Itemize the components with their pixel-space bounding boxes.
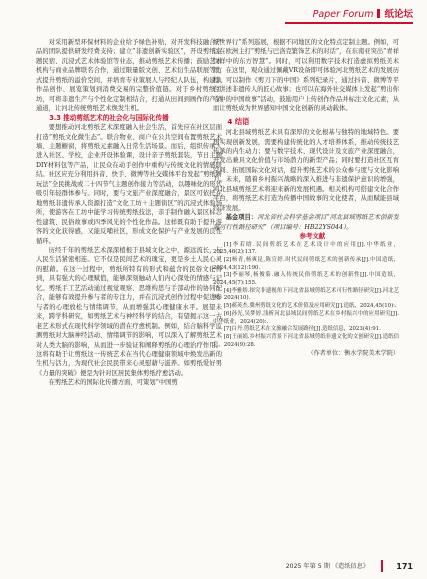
- fund-label: 基金项目：: [225, 214, 258, 222]
- header-rule: [285, 22, 413, 24]
- reference-item: [3]李丽琴,杨俊菊.融入传统民俗剪纸艺术的创新性[J].中国造纸，2024,45(7):155.: [213, 272, 399, 287]
- footer-separator: [381, 560, 383, 572]
- paragraph: 河北县域剪纸艺术具有深厚的文化根基与独特的地域特色。要想实现创新发展，需要构建传统化的人才培养体系，推动传统技艺传承的内生动力；要与数字技术、现代设计及文旅产业深度融合，开发出兼具文化价值与市场潜力的新型产品；同时要打造社区互育空间、拓展国际文化对话，提升剪纸艺术的公众参与度与文化影响力。未来，随着乡村振兴战略的深入推进与非遗保护意识的增强，河北县域剪纸艺术将迎来新的发展机遇。相关机构可搭建文化合作平台，将剪纸艺术打造为传播中国故事的文化使者，从而赋能县域经济发展。: [213, 129, 399, 212]
- page-header: [0, 0, 427, 30]
- reference-item: [2]杨青,杨爽昆,陈宣婷.时代民间剪纸艺术的创新传承[J].中国造纸，2024,43(12):190.: [213, 256, 399, 271]
- reference-item: [1]李若晗.民间剪纸艺术在艺术设计中的应用[J].中华纸业，2025,46(2):137.: [213, 241, 399, 256]
- fund-note: [213, 213, 399, 232]
- page-footer: [0, 553, 427, 579]
- paragraph: 对采用新型环保材料的企业给予绿色补贴，对开发科技融合产品的团队提供研发经费支持；建立“非遗创新实验区”，开设剪纸主题民宿、沉浸式艺术体验馆等业态，推动剪纸艺术传播；鼓励艺术机构与商业品牌联名合作，通过限量版文创、艺术衍生品联展等方式提升剪纸的溢价空间，并培育专业策展人与经纪人队伍，构建从作品创作、展览策划到消费交易的完整价值链。对于乡村剪纸工坊，可将非遗生产与个性化定制相结合，打通从田间到画作的产销通道，让河北传统剪纸艺术焕发生机。: [36, 39, 222, 113]
- issue-info: 2025 年第 5 期 《造纸信息》: [285, 563, 369, 570]
- references-title: 参考文献: [299, 232, 326, 241]
- left-column: [36, 38, 222, 548]
- reference-item: [5]郝英杰.冀州剪纸文化的艺术价值及应用研究[J].造纸，2024,45(10):.: [223, 303, 397, 310]
- title-separator: [377, 9, 380, 18]
- paragraph: 要想推动河北剪纸艺术深度融入社会生活，首先应在社区层面打造“剪纸文化微生态”。联合物业、商户在公共空间布置剪纸艺术墙、主题橱窗，将剪纸元素融入日常生活场景。而后，组织传承人进入社区、学校，企业开设体验课，设计亲子剪纸套装，节日主题DIY材料包等产品，让民众在动手创作中重构与传统文化的情感联结。社区应充分利用抖音、快手、微博等社交媒体平台发起“剪纸新玩法”全民挑战或二十四节气主题创作接力等活动，以趣味化的形式吸引年轻群体参与。同时，要与文旅产业深度融合，景区可依托在地剪纸非遗传承人资源打造“文化工坊＋主题街区”的沉浸式体验场所，使游客在工坊中能学习传统剪纸技法，亲手制作融入景区标志性建筑、民俗故事或四季风光的个性化作品。这样既有助于提升游客的文化获得感，又能反哺社区，形成文化保护与产业发展的良性循环。: [36, 124, 222, 245]
- reference-item: [4]李雅娇.探究非遗视角下河北省县域剪纸艺术可行性路径研究[J].河北艺术，2024(10).: [213, 287, 399, 302]
- column-title: [313, 6, 413, 20]
- reference-item: [6]孙光,吴梦婷.浅析河北县域民间剪纸艺术在乡村振兴中的应用研究[J].中华纸业，2024(20):.: [213, 310, 399, 325]
- paragraph: 纸世界行”系列巡展，根据不同地区的文化特点定制主题。例如，可以在欧洲主打“剪纸与巴洛克繁饰艺术的对话”，在东南亚突出“青祥纹样中的东方智慧”。同时，可以利用数字技术打造虚拟剪纸美术馆，在这里，观众通过佩戴VR设备即可体验河北剪纸艺术的发展历程；可以制作《剪刀下的中国》系列纪录片，通过抖音、微博等平台讲述非遗传人的匠心故事；也可以在海外社交媒体上发起“剪出你心中的中国故事”活动，鼓励用户上传创作作品并标注文化元素，从而让剪纸成为世界感知中国文化创新的灵动载体。: [213, 39, 399, 113]
- paragraph: 历经千年的剪纸艺术深深植根于县域文化之中，源远流长，与人民生活紧密相连。它不仅是民间艺术的瑰宝，更是乡土人民心灵的慰藉。在这一过程中，剪纸所特有的形式和蕴含的民俗文化得到，具有强大的心理赋值，能够深刻触动人们内心深处的情感与记忆。剪纸手工艺活动通过视觉观察、思维构思与手部动作的协同配合，能够有效提升参与者的专注力，并在沉浸式创作过程中促进参与者的心理放松与情绪调节，从而增强其心理健康水平。展望未来，跨学科研究，如剪纸艺术与神经科学的结合，有望揭示这一古老艺术形式在现代科学领域的潜在疗愈机制。例如，结合脑科学监测剪纸对大脑神经活动、情绪调节的影响，可以深入了解剪纸艺术对人类大脑的影响，从而进一步验证和阐释剪纸的心理治疗作用。这将有助于让剪纸这一传统艺术在当代心理健康领域中焕发出新的生机与活力，为现代社会民民带来心灵慰藉与滋养。如剪纸爱好男《力量的突破》便是为针对区居民集体剪纸疗愈活动。: [36, 246, 222, 377]
- author-affiliation: （作者单位：衡水学院美术学院）: [307, 350, 399, 358]
- paragraph: 在剪纸艺术的国际化传播方面，可策划“中国剪: [48, 379, 178, 387]
- column-title-cn: 纸论坛: [384, 9, 413, 20]
- section-heading-4: 4 结语: [227, 116, 250, 126]
- column-title-en: Paper Forum: [312, 9, 374, 20]
- section-heading-3-3: 3.3 推动剪纸艺术的社会化与国际化传播: [49, 113, 169, 122]
- reference-item: [8]王丽娟.乡村振兴背景下河北省县域剪纸非遗文化的文创研究[J].造纸信息，2024(9):28.: [213, 333, 399, 348]
- reference-item: [7]白丹.剪纸艺术在文旅融合发展路径[J].造纸信息，2023(4):91.: [223, 326, 381, 333]
- fund-text: 河北省社会科学基金项目“河北县域剪纸艺术创新发展可行性路径研究”（项目编号：HB22YS044）。: [213, 214, 399, 231]
- page-number: 171: [396, 562, 413, 571]
- right-column: [213, 38, 399, 558]
